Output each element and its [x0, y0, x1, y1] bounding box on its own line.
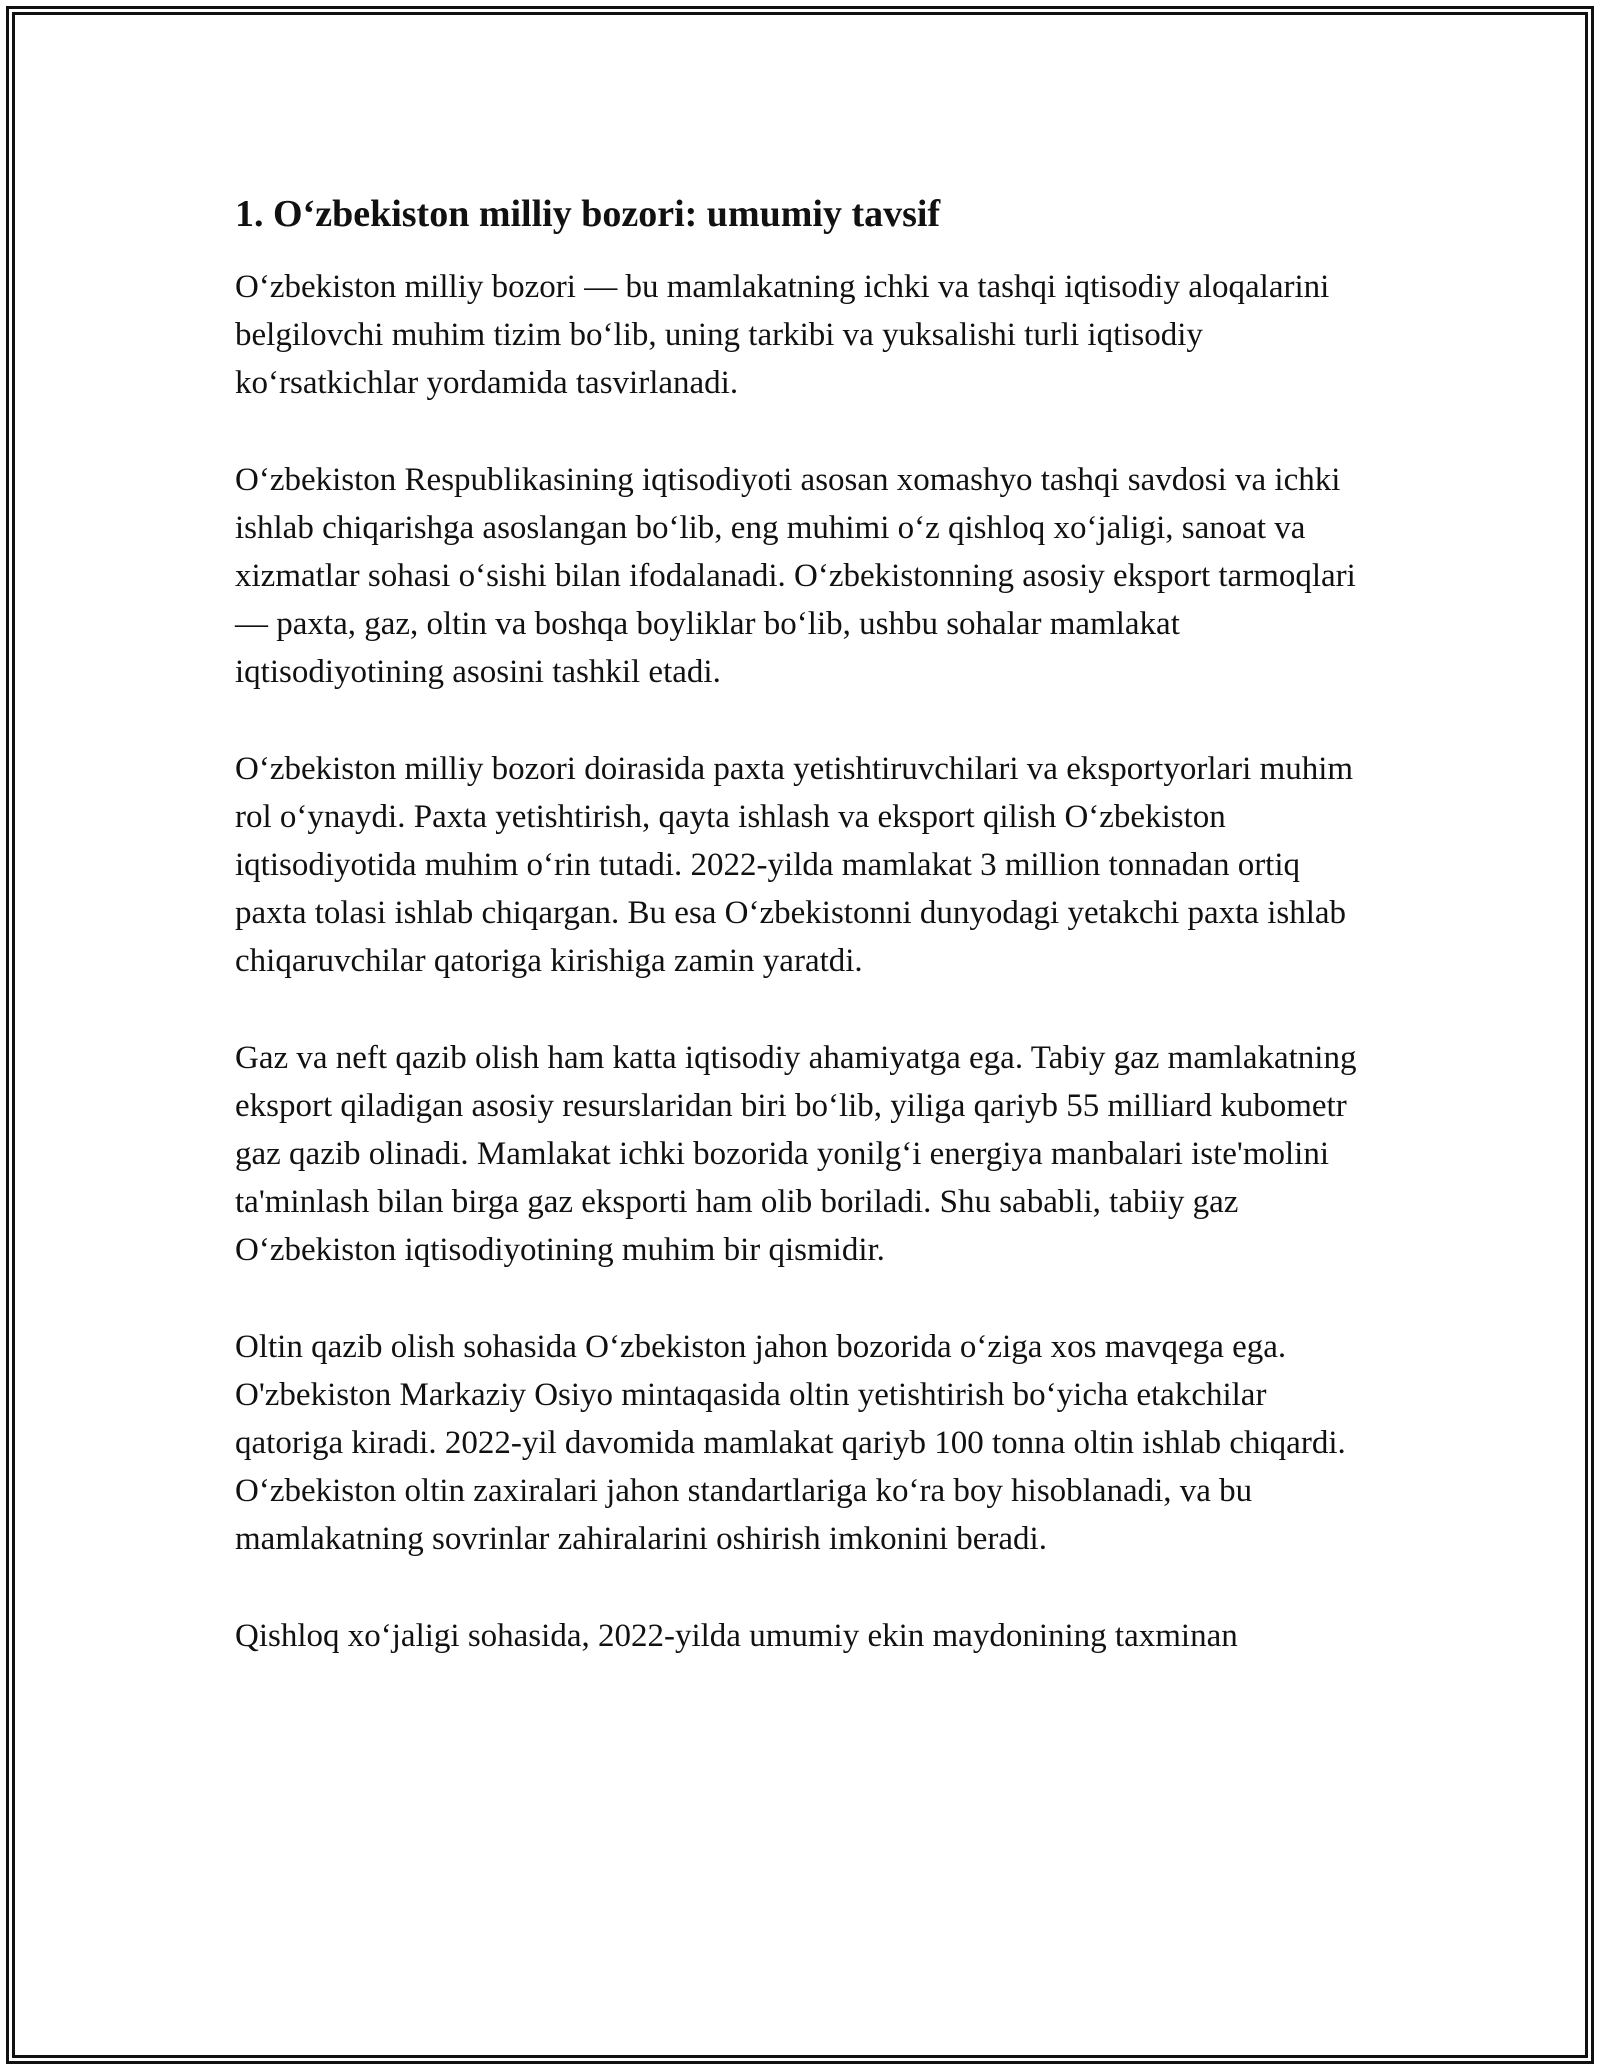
paragraph-economy-overview: O‘zbekiston Respublikasining iqtisodiyoti asosan xomashyo tashqi savdosi va ichki ishlab chiqarishga asoslangan bo‘lib, eng muhimi o‘z qishloq xo‘jaligi, sanoat va xizmatlar sohasi o‘sishi bilan ifodalanadi. O‘zbekistonning asosiy eksport tarmoqlari — paxta, gaz, oltin va boshqa boyliklar bo‘lib, ushbu sohalar mamlakat iqtisodiyotining asosini tashkil etadi. [235, 461, 1356, 691]
section-heading: 1. O‘zbekiston milliy bozori: umumiy tavsif [235, 193, 941, 235]
paragraph-intro: O‘zbekiston milliy bozori — bu mamlakatning ichki va tashqi iqtisodiy aloqalarini belgilovchi muhim tizim bo‘lib, uning tarkibi va yuksalishi turli iqtisodiy ko‘rsatkichlar yordamida tasvirlanadi. [235, 269, 1330, 402]
paragraph-gas-oil: Gaz va neft qazib olish ham katta iqtisodiy ahamiyatga ega. Tabiy gaz mamlakatning eksport qiladigan asosiy resurslaridan biri bo‘lib, yiliga qariyb 55 milliard kubometr gaz qazib olinadi. Mamlakat ichki bozorida yonilg‘i energiya manbalari iste'molini ta'minlash bilan birga gaz eksporti ham olib boriladi. Shu sababli, tabiiy gaz O‘zbekiston iqtisodiyotining muhim bir qismidir. [235, 1039, 1357, 1269]
document-body [235, 185, 1370, 1660]
paragraph-cotton: O‘zbekiston milliy bozori doirasida paxta yetishtiruvchilari va eksportyorlari muhim rol o‘ynaydi. Paxta yetishtirish, qayta ishlash va eksport qilish O‘zbekiston iqtisodiyotida muhim o‘rin tutadi. 2022-yilda mamlakat 3 million tonnadan ortiq paxta tolasi ishlab chiqargan. Bu esa O‘zbekistonni dunyodagi yetakchi paxta ishlab chiqaruvchilar qatoriga kirishiga zamin yaratdi. [235, 750, 1354, 980]
paragraph-gold: Oltin qazib olish sohasida O‘zbekiston jahon bozorida o‘ziga xos mavqega ega. O'zbekiston Markaziy Osiyo mintaqasida oltin yetishtirish bo‘yicha etakchilar qatoriga kiradi. 2022-yil davomida mamlakat qariyb 100 tonna oltin ishlab chiqardi. O‘zbekiston oltin zaxiralari jahon standartlariga ko‘ra boy hisoblanadi, va bu mamlakatning sovrinlar zahiralarini oshirish imkonini beradi. [235, 1328, 1346, 1558]
paragraph-agriculture: Qishloq xo‘jaligi sohasida, 2022-yilda umumiy ekin maydonining taxminan [235, 1617, 1238, 1654]
